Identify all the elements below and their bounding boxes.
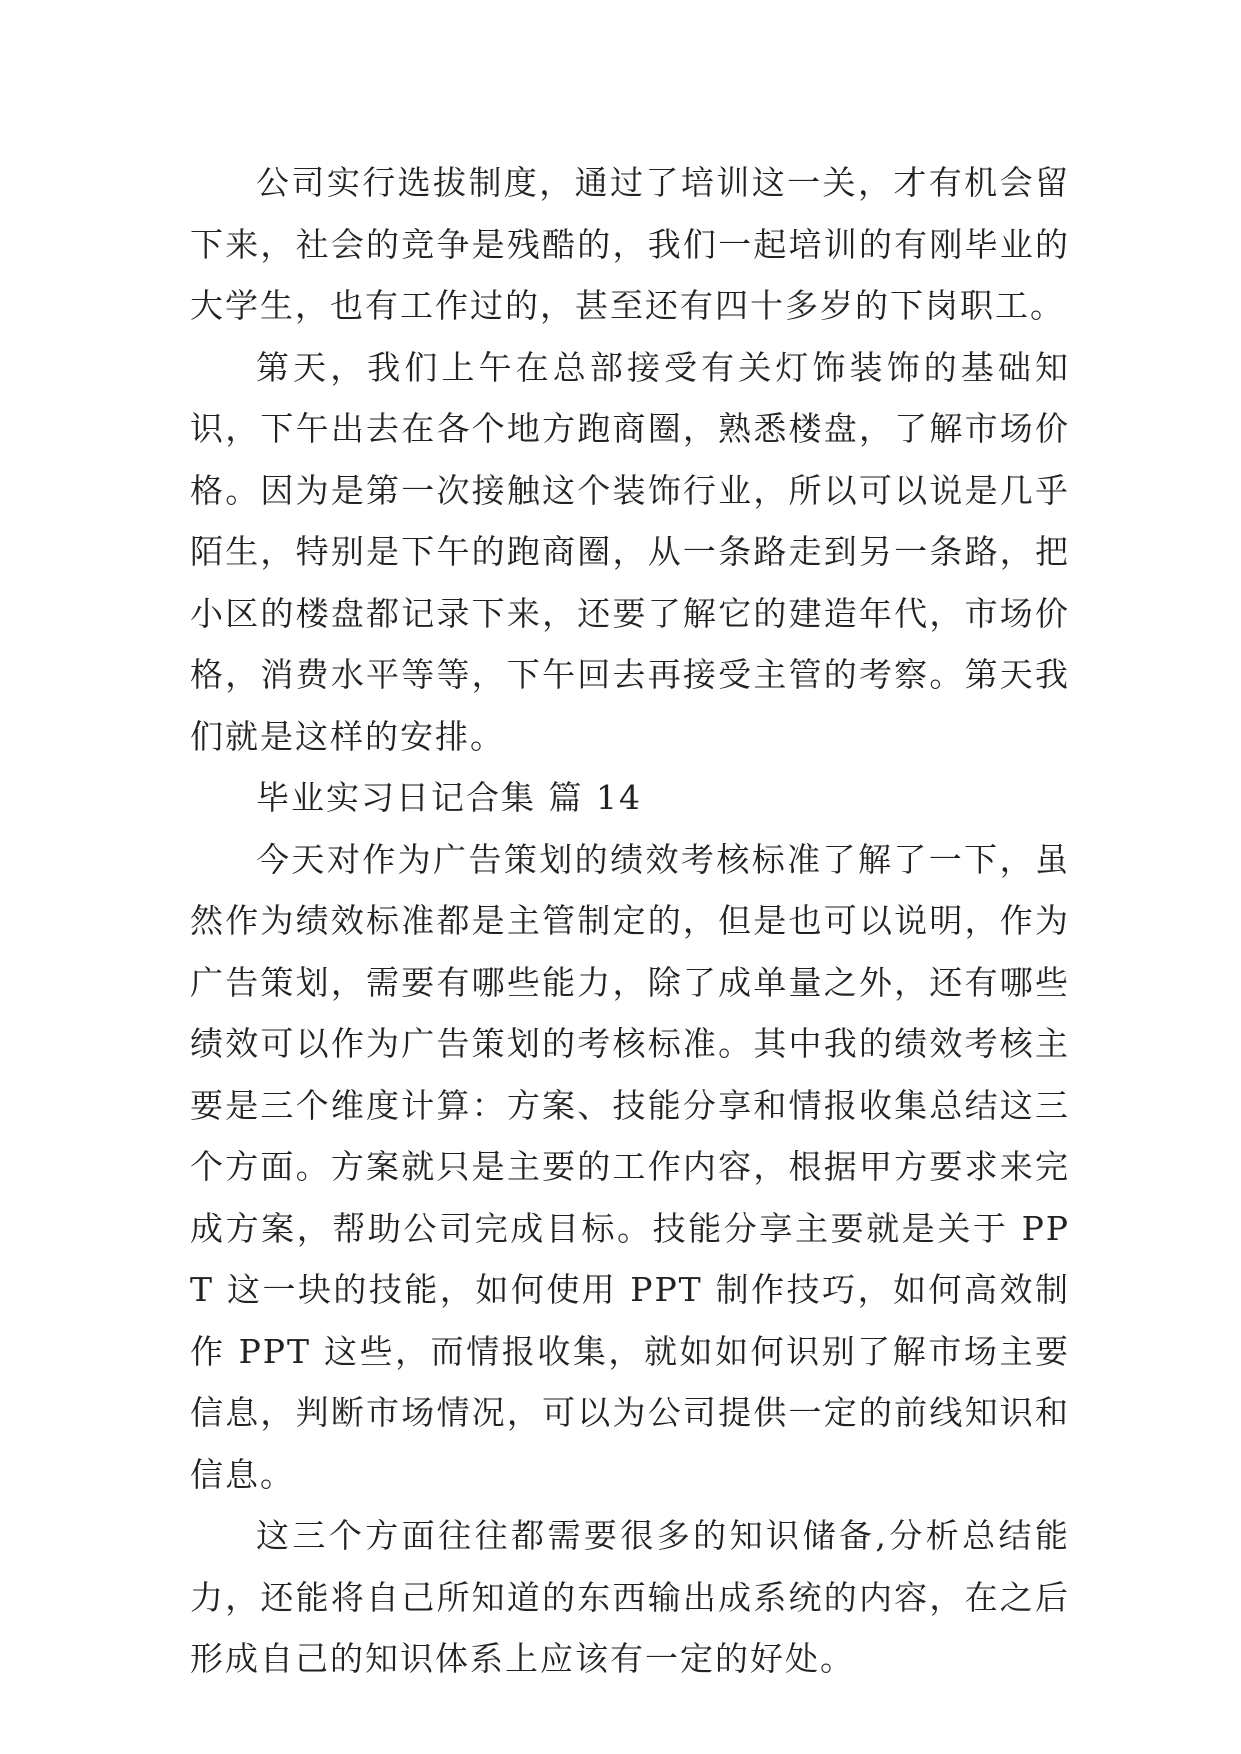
paragraph-training-selection: 公司实行选拔制度，通过了培训这一关，才有机会留下来，社会的竞争是残酷的，我们一起培训的有刚毕业的大学生，也有工作过的，甚至还有四十多岁的下岗职工。 <box>190 163 1070 325</box>
document-body <box>190 152 1070 1690</box>
paragraph-performance-review: 今天对作为广告策划的绩效考核标准了解了一下，虽然作为绩效标准都是主管制定的，但是也可以说明，作为广告策划，需要有哪些能力，除了成单量之外，还有哪些绩效可以作为广告策划的考核标准。其中我的绩效考核主要是三个维度计算：方案、技能分享和情报收集总结这三个方面。方案就只是主要的工作内容，根据甲方要求来完成方案，帮助公司完成目标。技能分享主要就是关于 PPT 这一块的技能，如何使用 PPT 制作技巧，如何高效制作 PPT 这些，而情报收集，就如如何识别了解市场主要信息，判断市场情况，可以为公司提供一定的前线知识和信息。 <box>190 839 1070 1494</box>
section-heading: 毕业实习日记合集 篇 14 <box>256 778 642 817</box>
paragraph-knowledge-system: 这三个方面往往都需要很多的知识储备,分析总结能力，还能将自己所知道的东西输出成系统的内容，在之后形成自己的知识体系上应该有一定的好处。 <box>190 1516 1070 1678</box>
paragraph-first-day: 第天，我们上午在总部接受有关灯饰装饰的基础知识，下午出去在各个地方跑商圈，熟悉楼盘，了解市场价格。因为是第一次接触这个装饰行业，所以可以说是几乎陌生，特别是下午的跑商圈，从一条路走到另一条路，把小区的楼盘都记录下来，还要了解它的建造年代，市场价格，消费水平等等，下午回去再接受主管的考察。第天我们就是这样的安排。 <box>190 347 1070 756</box>
